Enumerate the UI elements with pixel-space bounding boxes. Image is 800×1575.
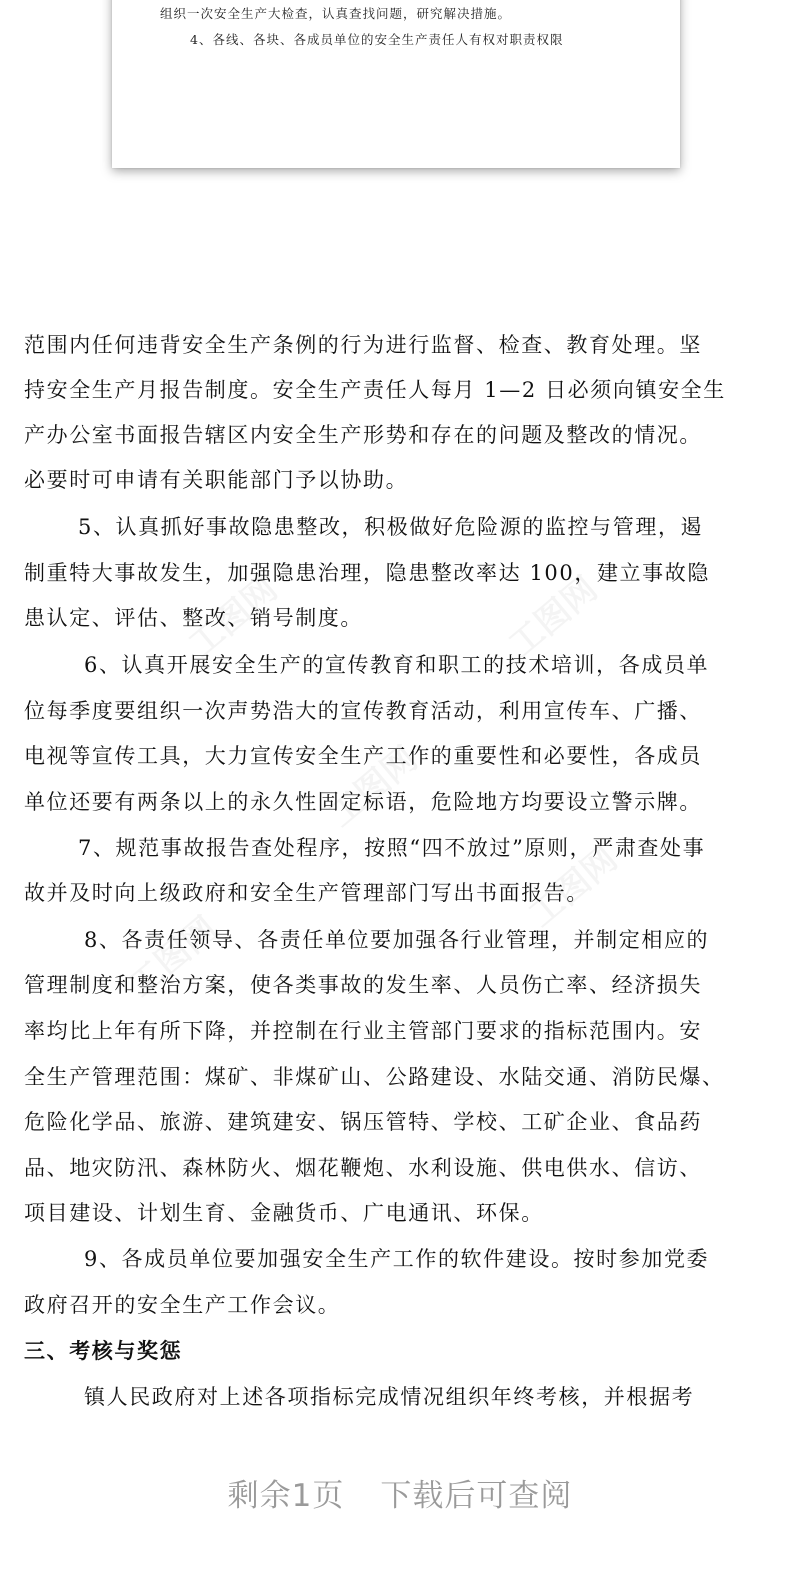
preview-line: 4、各线、各块、各成员单位的安全生产责任人有权对职责权限 [190,32,564,47]
paragraph-line: 7、规范事故报告查处程序，按照“四不放过”原则，严肃查处事 [78,836,706,860]
paragraph-line: 6、认真开展安全生产的宣传教育和职工的技术培训，各成员单 [84,653,710,677]
paragraph-line: 危险化学品、旅游、建筑建安、锅压管特、学校、工矿企业、食品药 [24,1110,702,1134]
paragraph-line: 9、各成员单位要加强安全生产工作的软件建设。按时参加党委 [84,1247,710,1271]
download-to-view-label[interactable]: 下载后可查阅 [380,1478,573,1514]
paragraph-line: 8、各责任领导、各责任单位要加强各行业管理，并制定相应的 [84,928,710,952]
paragraph-line: 镇人民政府对上述各项指标完成情况组织年终考核，并根据考 [84,1385,695,1409]
paragraph-line: 政府召开的安全生产工作会议。 [24,1293,341,1317]
paragraph-line: 电视等宣传工具，大力宣传安全生产工作的重要性和必要性，各成员 [24,744,702,768]
section-heading: 三、考核与奖惩 [24,1339,183,1363]
paragraph-line: 范围内任何违背安全生产条例的行为进行监督、检查、教育处理。坚 [24,333,702,357]
paragraph-line: 制重特大事故发生，加强隐患治理，隐患整改率达 100，建立事故隐 [24,561,710,585]
paragraph-line: 产办公室书面报告辖区内安全生产形势和存在的问题及整改的情况。 [24,423,702,447]
paragraph-line: 品、地灾防汛、森林防火、烟花鞭炮、水利设施、供电供水、信访、 [24,1156,702,1180]
preview-line: 组织一次安全生产大检查，认真查找问题，研究解决措施。 [160,6,512,21]
download-prompt[interactable] [0,1470,800,1515]
paragraph-line: 位每季度要组织一次声势浩大的宣传教育活动，利用宣传车、广播、 [24,699,702,723]
remaining-pages-label: 剩余1页 [227,1478,345,1514]
paragraph-line: 5、认真抓好事故隐患整改，积极做好危险源的监控与管理，遏 [78,515,704,539]
paragraph-line: 项目建设、计划生育、金融货币、广电通讯、环保。 [24,1201,544,1225]
paragraph-line: 管理制度和整治方案，使各类事故的发生率、人员伤亡率、经济损失 [24,973,702,997]
paragraph-line: 故并及时向上级政府和安全生产管理部门写出书面报告。 [24,881,589,905]
paragraph-line: 全生产管理范围：煤矿、非煤矿山、公路建设、水陆交通、消防民爆、 [24,1065,725,1089]
paragraph-line: 率均比上年有所下降，并控制在行业主管部门要求的指标范围内。安 [24,1019,702,1043]
document-preview-card [112,0,680,168]
paragraph-line: 持安全生产月报告制度。安全生产责任人每月 1—2 日必须向镇安全生 [24,378,726,402]
paragraph-line: 必要时可申请有关职能部门予以协助。 [24,468,409,492]
paragraph-line: 患认定、评估、整改、销号制度。 [24,606,363,630]
paragraph-line: 单位还要有两条以上的永久性固定标语，危险地方均要设立警示牌。 [24,790,702,814]
